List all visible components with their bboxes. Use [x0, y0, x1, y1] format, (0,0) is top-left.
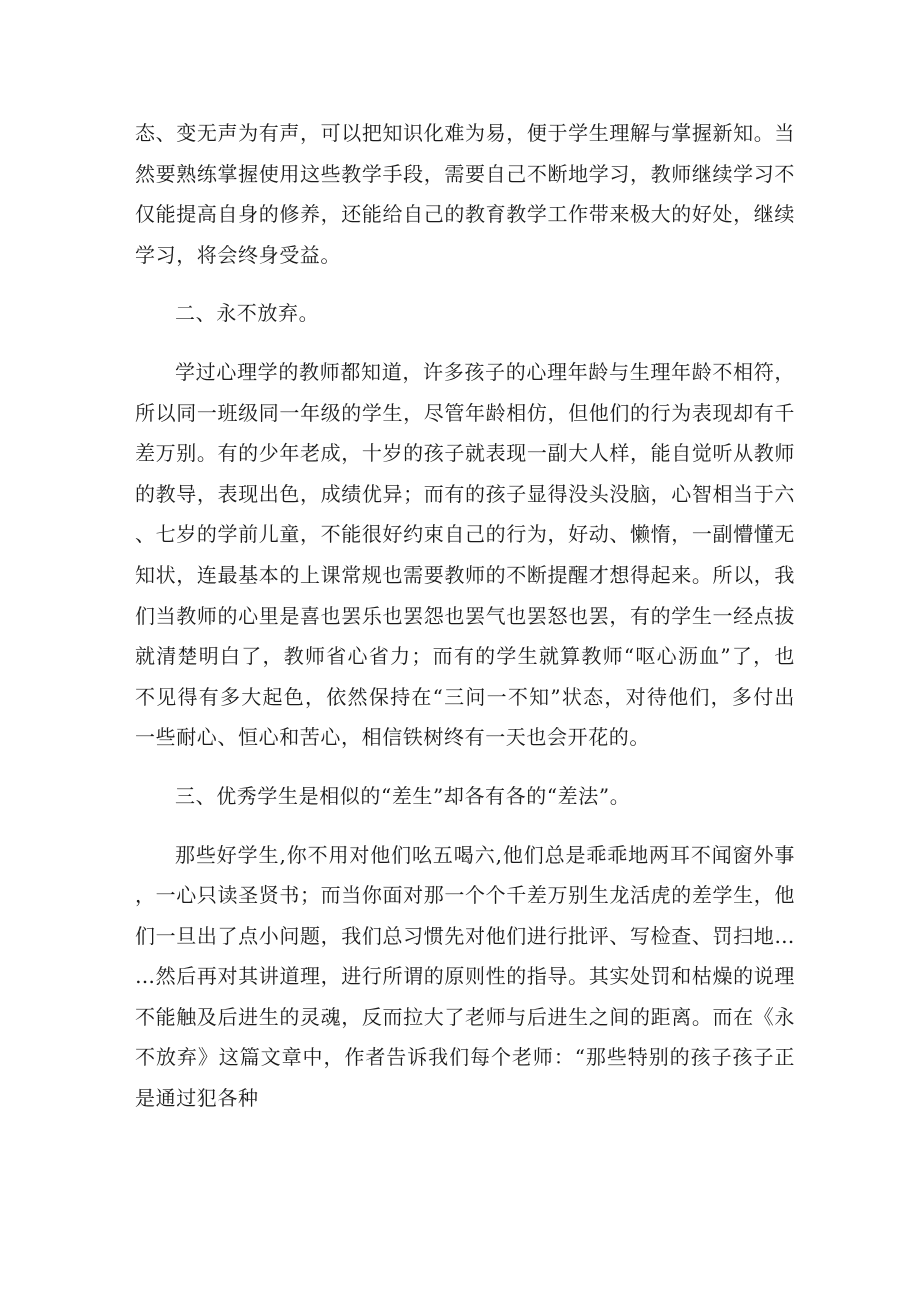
paragraph-body-3: 那些好学生,你不用对他们吆五喝六,他们总是乖乖地两耳不闻窗外事，一心只读圣贤书；而当你面对那一个个千差万别生龙活虎的差学生，他们一旦出了点小问题，我们总习惯先对他们进行批评、写检查、罚扫地……然后再对其讲道理，进行所谓的原则性的指导。其实处罚和枯燥的说理不能触及后进生的灵魂，反而拉大了老师与后进生之间的距离。而在《永不放弃》这篇文章中，作者告诉我们每个老师：“那些特别的孩子孩子正是通过犯各种 [135, 842, 795, 1111]
paragraph-continuation: 态、变无声为有声，可以把知识化难为易，便于学生理解与掌握新知。当然要熟练掌握使用这些教学手段，需要自己不断地学习，教师继续学习不仅能提高自身的修养，还能给自己的教育教学工作带来极大的好处，继续学习，将会终身受益。 [135, 121, 795, 267]
document-body [135, 113, 795, 1119]
paragraph-gap [135, 758, 795, 776]
paragraph-gap [135, 334, 795, 352]
paragraph-gap [135, 817, 795, 835]
paragraph-gap [135, 275, 795, 293]
paragraph-body-2: 学过心理学的教师都知道，许多孩子的心理年龄与生理年龄不相符，所以同一班级同一年级的学生，尽管年龄相仿，但他们的行为表现却有千差万别。有的少年老成，十岁的孩子就表现一副大人样，能自觉听从教师的教导，表现出色，成绩优异；而有的孩子显得没头没脑，心智相当于六、七岁的学前儿童，不能很好约束自己的行为，好动、懒惰，一副懵懂无知状，连最基本的上课常规也需要教师的不断提醒才想得起来。所以，我们当教师的心里是喜也罢乐也罢怨也罢气也罢怒也罢，有的学生一经点拔就清楚明白了，教师省心省力；而有的学生就算教师“呕心沥血”了，也不见得有多大起色，依然保持在“三问一不知”状态，对待他们，多付出一些耐心、恒心和苦心，相信铁树终有一天也会开花的。 [135, 359, 795, 750]
section-heading-3: 三、优秀学生是相似的“差生”却各有各的“差法”。 [175, 783, 631, 808]
section-heading-2: 二、永不放弃。 [175, 301, 320, 326]
